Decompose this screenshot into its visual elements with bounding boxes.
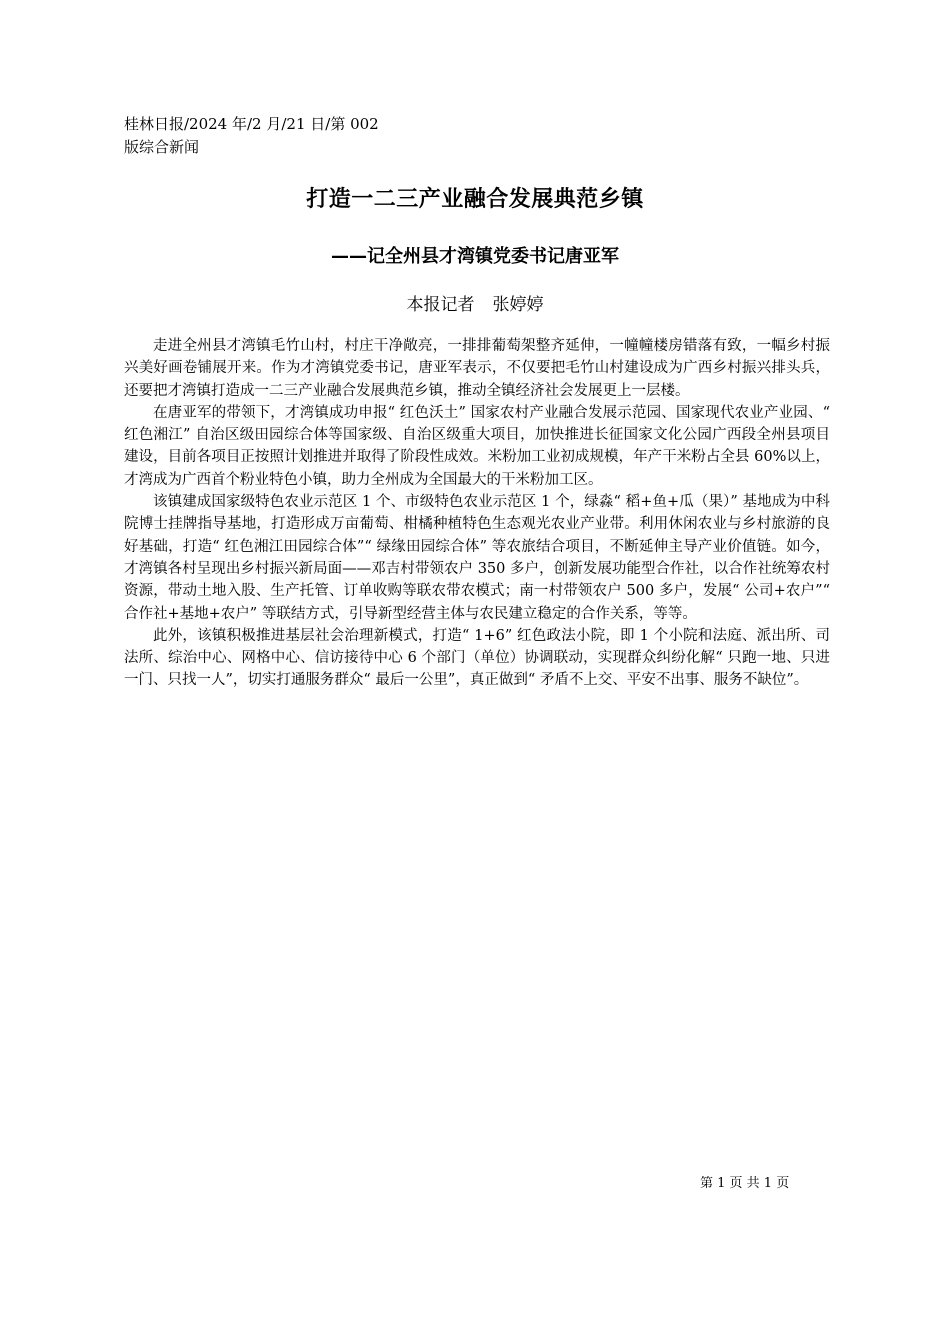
source-info	[124, 113, 404, 159]
source-line: 桂林日报/2024 年/2 月/21 日/第 002	[124, 115, 379, 133]
article-body	[124, 335, 830, 692]
paragraph: 在唐亚军的带领下，才湾镇成功申报“ 红色沃土” 国家农村产业融合发展示范园、国家现代农业产业园、“ 红色湘江” 自治区级田园综合体等国家级、自治区级重大项目，加快推进长征国家文化公园广西段全州县项目建设，目前各项目正按照计划推进并取得了阶段性成效。米粉加工业初成规模，年产干米粉占全县 60%以上，才湾成为广西首个粉业特色小镇，助力全州成为全国最大的干米粉加工区。	[124, 404, 830, 488]
paragraph: 该镇建成国家级特色农业示范区 1 个、市级特色农业示范区 1 个，绿淼“ 稻+鱼+瓜（果）” 基地成为中科院博士挂牌指导基地，打造形成万亩葡萄、柑橘种植特色生态观光农业产业带。利用休闲农业与乡村旅游的良好基础，打造“ 红色湘江田园综合体”“ 绿缘田园综合体” 等农旅结合项目，不断延伸主导产业价值链。如今，才湾镇各村呈现出乡村振兴新局面——邓吉村带领农户 350 多户，创新发展功能型合作社，以合作社统筹农村资源，带动土地入股、生产托管、订单收购等联农带农模式；南一村带领农户 500 多户，发展“ 公司+农户”“ 合作社+基地+农户” 等联结方式，引导新型经营主体与农民建立稳定的合作关系，等等。	[124, 494, 830, 622]
byline	[0, 290, 950, 315]
page-number: 第 1 页 共 1 页	[700, 1176, 790, 1191]
byline-name: 张婷婷	[492, 295, 544, 315]
paragraph: 走进全州县才湾镇毛竹山村，村庄干净敞亮，一排排葡萄架整齐延伸，一幢幢楼房错落有致，一幅乡村振兴美好画卷铺展开来。作为才湾镇党委书记，唐亚军表示，不仅要把毛竹山村建设成为广西乡村振兴排头兵，还要把才湾镇打造成一二三产业融合发展典范乡镇，推动全镇经济社会发展更上一层楼。	[124, 338, 830, 399]
article-title: 打造一二三产业融合发展典范乡镇	[306, 187, 644, 212]
article-subtitle: ——记全州县才湾镇党委书记唐亚军	[331, 246, 619, 267]
byline-role: 本报记者	[406, 295, 475, 315]
paragraph: 此外，该镇积极推进基层社会治理新模式，打造“ 1+6” 红色政法小院，即 1 个小院和法庭、派出所、司法所、综治中心、网格中心、信访接待中心 6 个部门（单位）协调联动，实现群众纠纷化解“ 只跑一地、只进一门、只找一人”，切实打通服务群众“ 最后一公里”，真正做到“ 矛盾不上交、平安不出事、服务不缺位”。	[124, 627, 830, 689]
source-line: 版综合新闻	[124, 138, 200, 156]
